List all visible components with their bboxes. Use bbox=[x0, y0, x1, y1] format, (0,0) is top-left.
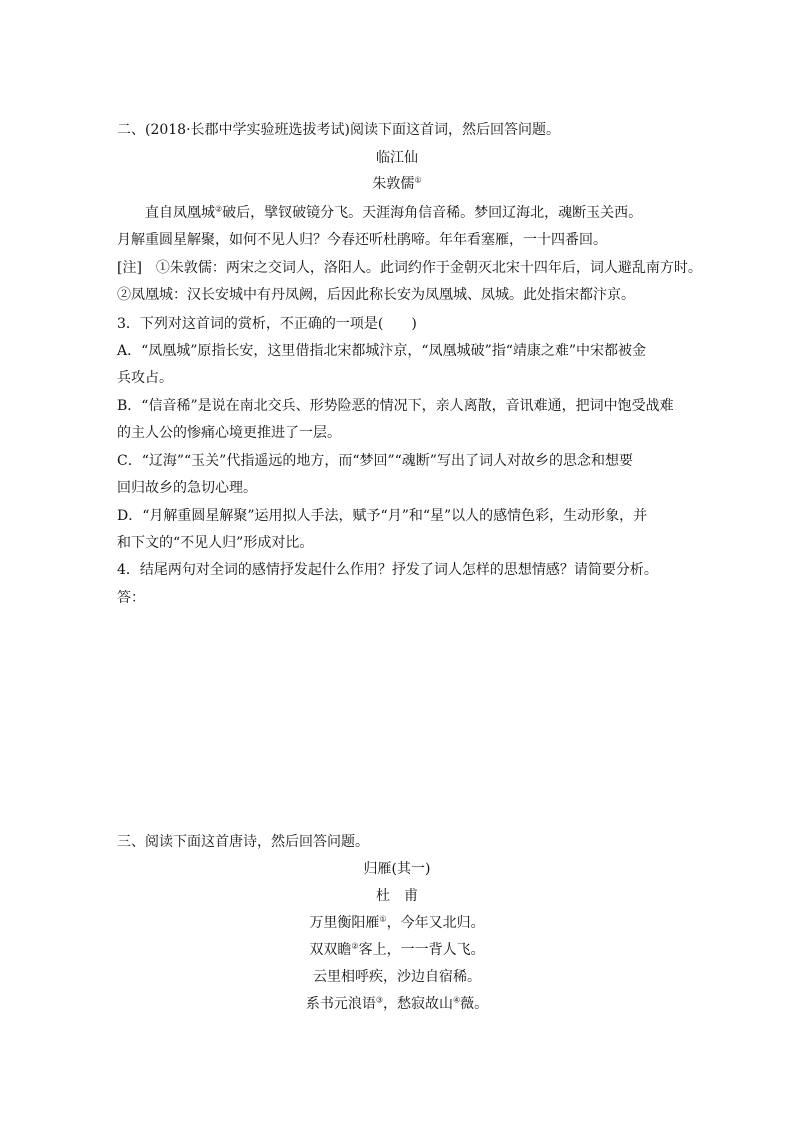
footnote-mark: ② bbox=[351, 941, 359, 951]
poem-text: 客上，一一背人飞。 bbox=[358, 942, 485, 958]
poem2-line-1 bbox=[117, 913, 677, 933]
poem2-title: 归雁(其一) bbox=[363, 861, 431, 877]
option-c-line-1: C．“辽海”“玉关”代指遥远的地方，而“梦回”“魂断”写出了词人对故乡的思念和想要 bbox=[117, 453, 633, 469]
option-d-line-1: D．“月解重圆星解聚”运用拟人手法，赋予“月”和“星”以人的感情色彩，生动形象，并 bbox=[117, 508, 648, 524]
option-b-line-1: B．“信音稀”是说在南北交兵、形势险恶的情况下，亲人离散，音讯难通，把词中饱受战难 bbox=[117, 398, 674, 414]
poem-line-2: 月解重圆星解聚，如何不见人归？今春还听杜鹃啼。年年看塞雁，一十四番回。 bbox=[117, 232, 607, 248]
question-4: 4．结尾两句对全词的感情抒发起什么作用？抒发了词人怎样的思想情感？请简要分析。 bbox=[117, 562, 658, 578]
option-a-line-1: A．“凤凰城”原指长安，这里借指北宋都城汴京，“凤凰城破”指“靖康之难”中宋都被金 bbox=[117, 343, 647, 359]
option-a-line-2: 兵攻占。 bbox=[117, 370, 173, 386]
poem-text: ，今年又北归。 bbox=[386, 915, 485, 931]
section3-heading: 三、阅读下面这首唐诗，然后回答问题。 bbox=[117, 834, 369, 850]
poem2-line-3: 云里相呼疾，沙边自宿稀。 bbox=[313, 969, 481, 985]
poem-text: 破后，擘钗破镜分飞。天涯海角信音稀。梦回辽海北，魂断玉关西。 bbox=[222, 205, 643, 221]
footnote-mark: ① bbox=[414, 175, 422, 185]
footnote-mark: ③ bbox=[375, 995, 383, 1005]
note-line-2: ②凤凰城：汉长安城中有丹凤阙，后因此称长安为凤凰城、凤城。此处指宋都汴京。 bbox=[117, 287, 635, 303]
poem2-line-4 bbox=[117, 994, 677, 1014]
footnote-mark: ④ bbox=[453, 995, 461, 1005]
poem-author bbox=[117, 174, 677, 194]
poem-text: 薇。 bbox=[460, 996, 489, 1012]
option-b-line-2: 的主人公的惨痛心境更推进了一层。 bbox=[117, 425, 341, 441]
poem-title: 临江仙 bbox=[376, 150, 418, 166]
section2-heading: 二、(2018·长郡中学实验班选拔考试)阅读下面这首词，然后回答问题。 bbox=[117, 122, 561, 138]
poem-text: 直自凤凰城 bbox=[145, 205, 215, 221]
option-d-line-2: 和下文的“不见人归”形成对比。 bbox=[117, 535, 314, 551]
poem-text: 万里衡阳雁 bbox=[309, 915, 380, 931]
poem-line-1 bbox=[145, 203, 715, 223]
note-line-1: [注] ①朱敦儒：两宋之交词人，洛阳人。此词约作于金朝灭北宋十四年后，词人避乱南方时。 bbox=[117, 260, 702, 276]
poem-text: 系书元浪语 bbox=[305, 996, 376, 1012]
answer-label: 答： bbox=[117, 590, 145, 606]
footnote-mark: ① bbox=[379, 914, 387, 924]
poem2-line-2 bbox=[117, 940, 677, 960]
footnote-mark: ② bbox=[215, 204, 223, 214]
option-c-line-2: 回归故乡的急切心理。 bbox=[117, 480, 257, 496]
poem-text: 双双瞻 bbox=[309, 942, 352, 958]
poem2-author: 杜 甫 bbox=[376, 888, 418, 904]
author-name: 朱敦儒 bbox=[372, 176, 415, 192]
poem-text: ，愁寂故山 bbox=[383, 996, 453, 1012]
question-3: 3．下列对这首词的赏析，不正确的一项是( ) bbox=[117, 316, 417, 332]
